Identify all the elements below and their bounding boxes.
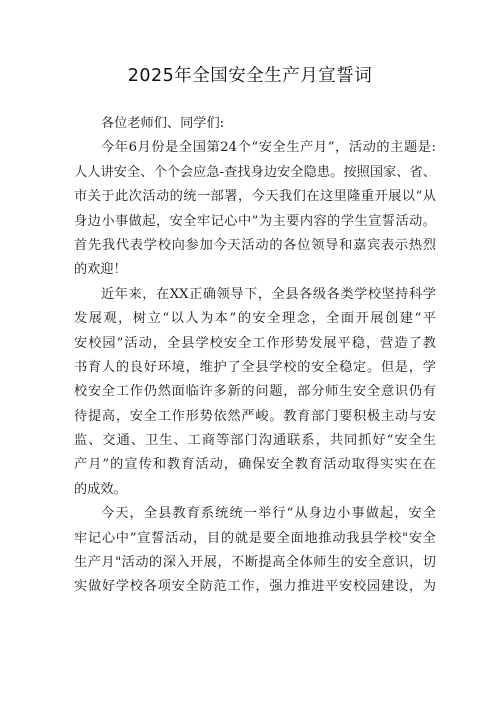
body-line: 首先我代表学校向参加今天活动的各位领导和嘉宾表示热烈 <box>74 237 436 253</box>
body-line: 监、交通、卫生、工商等部门沟通联系，共同抓好“安全生 <box>74 433 436 449</box>
body-line: 实做好学校各项安全防范工作，强力推进平安校园建设，为 <box>74 579 436 595</box>
body-line: 今年6月份是全国第24个“安全生产月”，活动的主题是: <box>101 140 436 156</box>
body-line: 的成效。 <box>74 481 127 497</box>
body-line: 牢记心中”宣誓活动，目的就是要全面地推动我县学校"安全 <box>74 530 436 546</box>
body-line: 生产月"活动的深入开展，不断提高全体师生的安全意识，切 <box>74 555 436 571</box>
body-line: 近年来，在XX正确领导下，全县各级各类学校坚持科学 <box>101 286 436 302</box>
document-title: 2025年全国安全生产月宣誓词 <box>127 66 373 86</box>
body-line: 各位老师们、同学们: <box>101 116 225 131</box>
body-line: 市关于此次活动的统一部署，今天我们在这里隆重开展以“从 <box>74 189 436 205</box>
body-line: 书育人的良好环境，维护了全县学校的安全稳定。但是，学 <box>74 359 436 375</box>
body-line: 发展观，树立“以人为本”的安全理念，全面开展创建“平 <box>74 311 436 327</box>
body-line: 人人讲安全、个个会应急-查找身边安全隐患。按照国家、省、 <box>74 164 436 180</box>
body-line: 身边小事做起，安全牢记心中”为主要内容的学生宣誓活动。 <box>74 213 436 229</box>
body-line: 的欢迎！ <box>74 262 127 278</box>
body-line: 安校园”活动，全县学校安全工作形势发展平稳，营造了教 <box>74 335 436 351</box>
body-line: 今天，全县教育系统统一举行“从身边小事做起，安全 <box>101 506 436 522</box>
document-body <box>74 112 436 600</box>
body-line: 产月”的宣传和教育活动，确保安全教育活动取得实实在在 <box>74 457 436 473</box>
body-line: 校安全工作仍然面临许多新的问题，部分师生安全意识仍有 <box>74 384 436 400</box>
body-line: 待提高，安全工作形势依然严峻。教育部门要积极主动与安 <box>74 408 436 424</box>
